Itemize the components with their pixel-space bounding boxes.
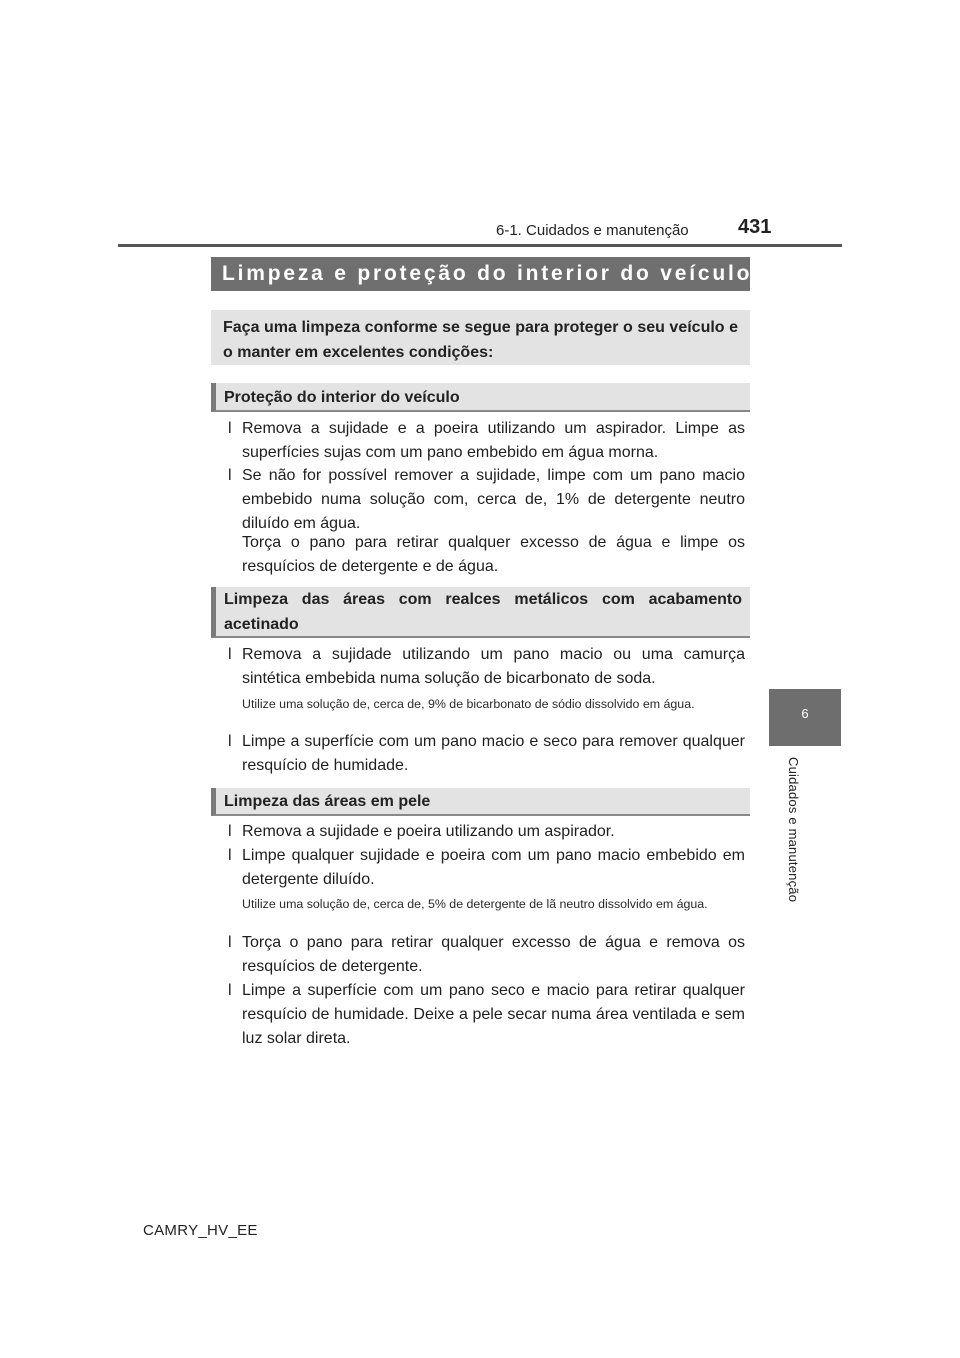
- list-item-text: Torça o pano para retirar qualquer excesso de água e remova os resquícios de detergente.: [242, 934, 745, 975]
- bullet-marker: l: [228, 823, 232, 840]
- list-item-text: Remova a sujidade utilizando um pano macio ou uma camurça sintética embebida numa solução de bicarbonato de soda.: [242, 646, 745, 687]
- chapter-label: Cuidados e manutenção: [786, 757, 801, 903]
- list-item-text: Limpe qualquer sujidade e poeira com um pano macio embebido em detergente diluído.: [242, 847, 745, 888]
- list-item-text: Se não for possível remover a sujidade, limpe com um pano macio embebido numa solução com, cerca de, 1% de detergente neutro diluído em água.: [242, 467, 745, 532]
- header-divider: [118, 244, 842, 247]
- bullet-marker: l: [228, 420, 232, 437]
- list-item: [228, 979, 745, 1051]
- page-number: 431: [738, 216, 772, 238]
- intro-text: Faça uma limpeza conforme se segue para proteger o seu veículo e o manter em excelentes condições:: [211, 310, 750, 365]
- bullet-marker: l: [228, 847, 232, 864]
- list-item: [228, 464, 745, 536]
- list-item-text: Limpe a superfície com um pano seco e macio para retirar qualquer resquício de humidade. Deixe a pele secar numa área ventilada e sem luz solar direta.: [242, 982, 745, 1047]
- bullet-marker: l: [228, 982, 232, 999]
- section-heading-leather: Limpeza das áreas em pele: [211, 788, 750, 816]
- list-item: [228, 931, 745, 979]
- list-item: [228, 820, 745, 844]
- chapter-tab: [769, 689, 841, 746]
- list-item-text: Remova a sujidade e a poeira utilizando um aspirador. Limpe as superfícies sujas com um pano embebido em água morna.: [242, 420, 745, 461]
- bullet-marker: l: [228, 733, 232, 750]
- note-text: Utilize uma solução de, cerca de, 5% de detergente de lã neutro dissolvido em água.: [242, 897, 708, 911]
- list-item-text: Remova a sujidade e poeira utilizando um aspirador.: [242, 823, 615, 840]
- chapter-number: 6: [801, 706, 809, 721]
- list-item-continuation: [228, 531, 745, 579]
- section-heading-interior-protection: Proteção do interior do veículo: [211, 383, 750, 412]
- footer-model-code: CAMRY_HV_EE: [143, 1222, 258, 1239]
- list-item: [228, 844, 745, 892]
- note-text: Utilize uma solução de, cerca de, 9% de bicarbonato de sódio dissolvido em água.: [242, 697, 695, 711]
- list-item: [228, 730, 745, 778]
- list-item: [228, 417, 745, 465]
- list-item-text: Torça o pano para retirar qualquer excesso de água e limpe os resquícios de detergente e de água.: [242, 534, 745, 575]
- list-item: [228, 643, 745, 691]
- page-title: Limpeza e proteção do interior do veículo: [211, 257, 750, 291]
- bullet-marker: l: [228, 934, 232, 951]
- bullet-marker: l: [228, 467, 232, 484]
- header-section-title: 6-1. Cuidados e manutenção: [496, 222, 689, 239]
- section-heading-satin-metal: Limpeza das áreas com realces metálicos com acabamento acetinado: [211, 587, 750, 638]
- list-item-text: Limpe a superfície com um pano macio e seco para remover qualquer resquício de humidade.: [242, 733, 745, 774]
- bullet-marker: l: [228, 646, 232, 663]
